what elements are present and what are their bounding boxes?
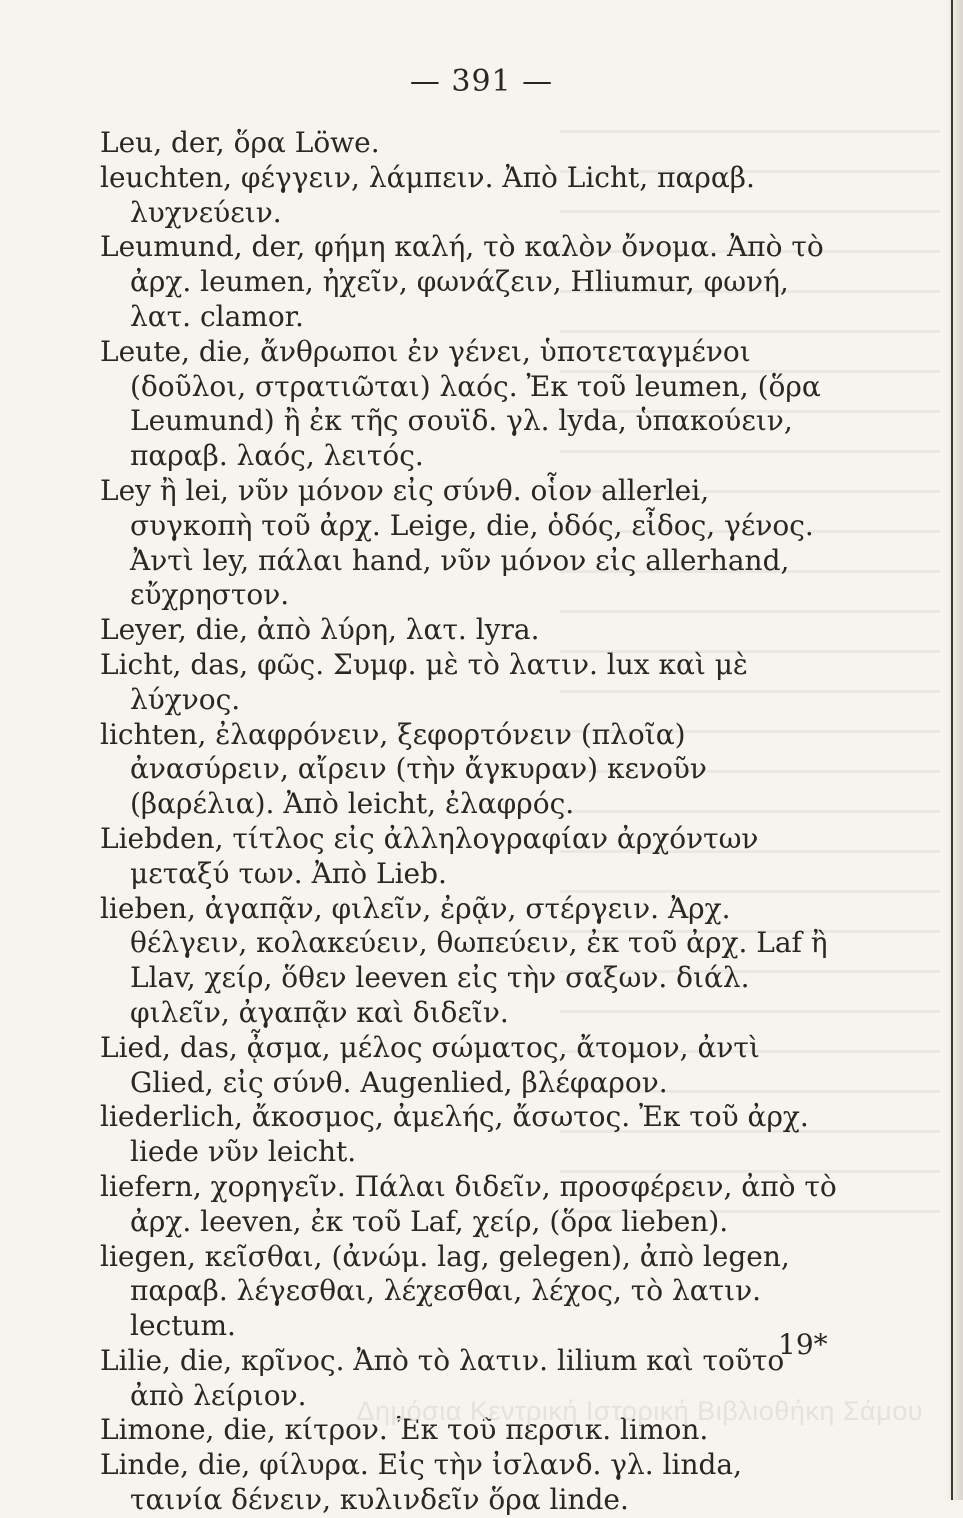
page-edge (945, 0, 963, 1500)
entry-lieben: lieben, ἀγαπᾷν, φιλεῖν, ἐρᾷν, στέργειν. Ἀρχ. θέλγειν, κολακεύειν, θωπεύειν, ἐκ τοῦ ἀρχ. Laf ἢ Llav, χείρ, ὅθεν leeven εἰς τὴν σαξων. διάλ. φιλεῖν, ἀγαπᾷν καὶ διδεῖν. (100, 891, 828, 1029)
page-edge-line (951, 0, 953, 1500)
entry-licht: Licht, das, φῶς. Συμφ. μὲ τὸ λατιν. lux καὶ μὲ λύχνος. (100, 647, 748, 716)
entry-limone: Limone, die, κίτρον. Ἐκ τοῦ περσικ. limon. (100, 1413, 709, 1447)
entry-liegen: liegen, κεῖσθαι, (ἀνώμ. lag, gelegen), ἀπὸ legen, παραβ. λέγεσθαι, λέχεσθαι, λέχος, τὸ λατιν. lectum. (100, 1239, 790, 1343)
page-number: — 391 — (409, 64, 554, 99)
library-watermark: Δημόσια Κεντρική Ιστορική Βιβλιοθήκη Σάμου (356, 1396, 923, 1426)
entry-leute: Leute, die, ἄνθρωποι ἐν γένει, ὑποτεταγμένοι (δοῦλοι, στρατιῶται) λαός. Ἐκ τοῦ leumen, (ὅρα Leumund) ἢ ἐκ τῆς σουϊδ. γλ. lyda, ὑπακούειν, παραβ. λαός, λειτός. (100, 334, 821, 473)
entry-lichten: lichten, ἐλαφρόνειν, ξεφορτόνειν (πλοῖα) ἀνασύρειν, αἴρειν (τὴν ἄγκυραν) κενοῦν (βαρέλια). Ἀπὸ leicht, ἐλαφρός. (100, 717, 707, 821)
entry-ley: Ley ἢ lei, νῦν μόνον εἰς σύνθ. οἷον allerlei, συγκοπὴ τοῦ ἀρχ. Leige, die, ὁδός, εἶδος, γένος. Ἀντὶ ley, πάλαι hand, νῦν μόνον εἰς allerhand, εὔχρηστον. (100, 473, 814, 612)
entry-leu: Leu, der, ὅρα Löwe. (100, 126, 380, 159)
entry-liebden: Liebden, τίτλος εἰς ἀλληλογραφίαν ἀρχόντων μεταξύ των. Ἀπὸ Lieb. (100, 821, 759, 890)
entry-liefern: liefern, χορηγεῖν. Πάλαι διδεῖν, προσφέρειν, ἀπὸ τὸ ἀρχ. leeven, ἐκ τοῦ Laf, χείρ, (ὅρα lieben). (100, 1169, 837, 1238)
entry-leyer: Leyer, die, ἀπὸ λύρη, λατ. lyra. (100, 613, 540, 647)
entry-liederlich: liederlich, ἄκοσμος, ἀμελής, ἄσωτος. Ἐκ τοῦ ἀρχ. liede νῦν leicht. (100, 1100, 809, 1169)
entry-linde: Linde, die, φίλυρα. Εἰς τὴν ἰσλανδ. γλ. linda, ταινία δένειν, κυλινδεῖν ὅρα linde. (100, 1448, 743, 1517)
entry-lilie: Lilie, die, κρῖνος. Ἀπὸ τὸ λατιν. lilium καὶ τοῦτο ἀπὸ λείριον. (100, 1343, 785, 1412)
entry-leumund: Leumund, der, φήμη καλή, τὸ καλὸν ὄνομα. Ἀπὸ τὸ ἀρχ. leumen, ἠχεῖν, φωνάζειν, Hliumur, φωνή, λατ. clamor. (100, 230, 824, 333)
signature-mark: 19* (778, 1328, 828, 1361)
dictionary-entries (100, 126, 840, 1518)
entry-leuchten: leuchten, φέγγειν, λάμπειν. Ἀπὸ Licht, παραβ. λυχνεύειν. (100, 160, 755, 229)
entry-lied: Lied, das, ᾆσμα, μέλος σώματος, ἄτομον, ἀντὶ Glied, εἰς σύνθ. Augenlied, βλέφαρον. (100, 1030, 760, 1099)
